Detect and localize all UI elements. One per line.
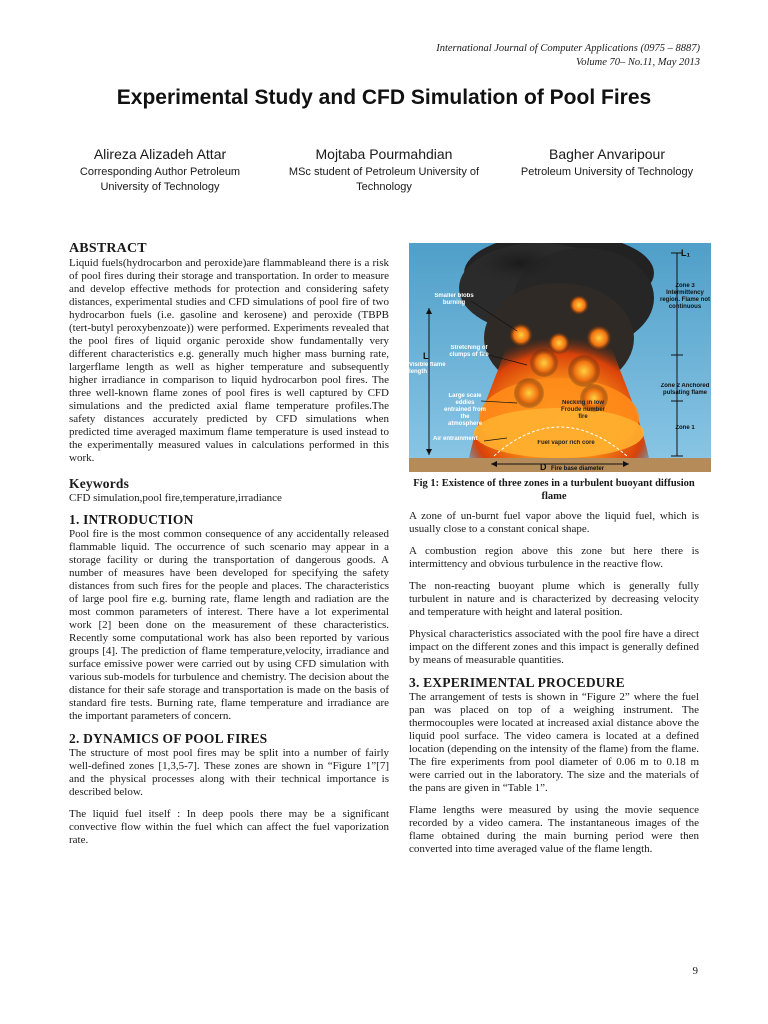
experimental-paragraph-1: The arrangement of tests is shown in “Figure 2” where the fuel pan was placed on top of a weighing instrument. The thermocouples were located at increased axial distance above the liquid pool surface. The video camera is located at a defined location (depending on the intensity of the flame) from the flame. The fire experiments from pool diameter of 0.06 m to 0.18 m were carried out in the laboratory. The size and the materials of the pans are given in “Table 1”.	[409, 691, 699, 794]
keywords-text: CFD simulation,pool fire,temperature,irradiance	[69, 492, 282, 504]
label-diameter: Fire base diameter	[551, 466, 605, 472]
journal-header	[300, 42, 700, 70]
author-name: Bagher Anvaripour	[549, 146, 665, 162]
figure-caption: Fig 1: Existence of three zones in a turbulent buoyant diffusion flame	[413, 478, 695, 502]
label-smaller-blobs: Smaller blobs burning	[434, 293, 474, 306]
introduction-text: Pool fire is the most common consequence of any accidentally released flammable liquid. The occurrence of such scenario may appear in a storage facility or during the transportation of dangerous goods. A number of measures have been developed for specifying the safety distances from such fires for the people and places. The characteristics of large pool fire e.g. burning rate, flame length and radiation are the most common parameters of interest. There have a lot experimental work [2] been done on the measurement of these characteristics. Recently some computational work has also been reported by various groups [4]. The prediction of flame temperature,velocity, irradiance and surface emissive power were carried out by using CFD simulation with various sub-models for turbulence and chemistry. The decision about the distance for their safe storage and transportation is made on the basis of standard fire tests. Burning rate, flame temperature and irradiance are the important parameters of concern.	[69, 528, 389, 722]
author-name: Mojtaba Pourmahdian	[315, 146, 453, 162]
zone-paragraph-2: A combustion region above this zone but here there is intermittency and obvious turbulence in the reactive flow.	[409, 545, 699, 570]
label-air-entrainment: Air entrainment	[433, 436, 478, 442]
label-visible-length: Visible flame length	[409, 362, 446, 375]
label-zone1: Zone 1	[675, 425, 695, 431]
label-L: L	[423, 351, 429, 361]
experimental-paragraph-2: Flame lengths were measured by using the movie sequence recorded by a video camera. The instantaneous images of the flame obtained during the main burning period were then converted into time averaged value of the flame length.	[409, 804, 699, 855]
author-1	[60, 146, 260, 194]
label-eddies: Large scale eddies entrained from the atmosphere	[443, 393, 486, 427]
paper-title: Experimental Study and CFD Simulation of Pool Fires	[116, 86, 652, 109]
dynamics-heading: 2. DYNAMICS OF POOL FIRES	[69, 731, 268, 746]
label-zone2: Zone 2 Anchored pulsating flame	[660, 383, 710, 396]
author-3	[507, 146, 707, 180]
dynamics-paragraph-1: The structure of most pool fires may be split into a number of fairly well-defined zones [1,3,5-7]. These zones are shown in “Figure 1”[7] and the physical processes along with their technical importance is described below.	[69, 747, 389, 798]
abstract-text: Liquid fuels(hydrocarbon and peroxide)are flammableand there is a risk of pool fires during their storage and transportation. In order to measure and develop effective methods for protection and considering safety distances, experimental studies and CFD simulations of pool fire of two hydrocarbon fuels (i.e. gasoline and kerosene) and peroxide (TBPB (tert-butyl peroxybenzoate)) were performed. Experiments revealed that the pool fires of liquid organic peroxide show fundamentally very different characteristics e.g. generally much higher mass burning rate, largerflame length as well as higher temperature and subsequently higher irradiance in comparison to liquid hydrocarbon pool fires. The three well-known flame zones of pool fires is well captured by CFD simulations and the predicted axial flame temperature profiles.The safety distances accurately predicted by CFD simulations when predicted time averaged maximum flame temperature is used instead to the experimentally measured values in calculations performed in this work.	[69, 257, 389, 464]
journal-name: International Journal of Computer Applications (0975 – 8887)	[436, 43, 700, 54]
keywords-heading: Keywords	[69, 476, 130, 491]
label-stretching: Stretching of clumps of fire	[449, 345, 489, 358]
experimental-heading: 3. EXPERIMENTAL PROCEDURE	[409, 675, 625, 690]
zone-paragraph-4: Physical characteristics associated with the pool fire have a direct impact on the different zones and this impact is generally defined by means of measurable quantities.	[409, 628, 699, 666]
author-affiliation: Petroleum University of Technology	[520, 166, 694, 178]
author-name: Alireza Alizadeh Attar	[93, 146, 227, 162]
left-column	[69, 242, 389, 856]
pool-fire-diagram	[409, 243, 711, 472]
label-l1: L₁	[681, 248, 691, 258]
page-number: 9	[692, 965, 698, 977]
zone-paragraph-3: The non-reacting buoyant plume which is generally fully turbulent in nature and is characterized by decreasing velocity and temperature with height and lateral position.	[409, 580, 699, 618]
label-D: D	[540, 462, 547, 472]
zone-paragraph-1: A zone of un-burnt fuel vapor above the liquid fuel, which is usually close to a constant conical shape.	[409, 510, 699, 535]
dynamics-paragraph-2: The liquid fuel itself : In deep pools there may be a significant convective flow within the fuel which can affect the fuel vaporization rate.	[69, 808, 389, 846]
label-fuel-core: Fuel vapor rich core	[537, 440, 595, 446]
journal-volume: Volume 70– No.11, May 2013	[575, 57, 700, 68]
author-affiliation: MSc student of Petroleum University of Technology	[288, 166, 480, 193]
introduction-heading: 1. INTRODUCTION	[69, 512, 194, 527]
author-affiliation: Corresponding Author Petroleum University of Technology	[79, 166, 241, 193]
figure-pool-fire-zones	[409, 243, 711, 472]
abstract-heading: ABSTRACT	[69, 241, 147, 256]
right-column	[409, 510, 699, 865]
author-2	[284, 146, 484, 194]
label-zone3: Zone 3 Intermittency region. Flame not continuous	[659, 283, 710, 310]
label-necking: Necking in low Froude number fire	[560, 400, 605, 420]
